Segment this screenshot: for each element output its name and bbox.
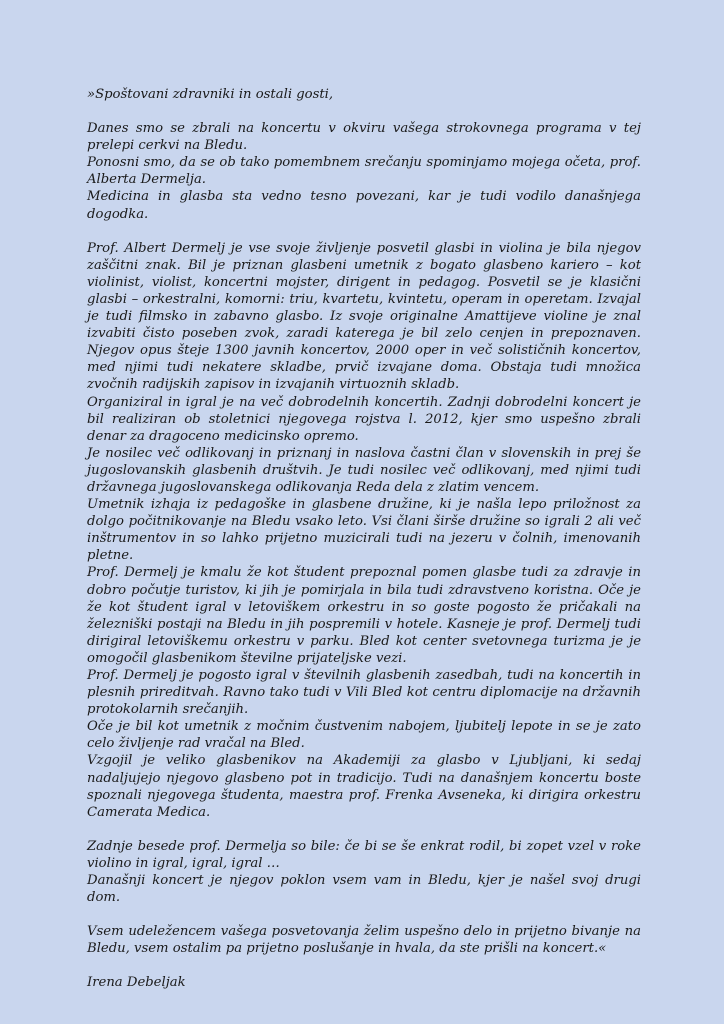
spacer bbox=[87, 821, 641, 838]
body-paragraph: Prof. Dermelj je pogosto igral v številnih glasbenih zasedbah, tudi na koncertih in plesnih prireditvah. Ravno tako tudi v Vili Bled kot centru diplomacije na državnih protokolarnih srečanjih. bbox=[87, 668, 641, 718]
intro-paragraph: Medicina in glasba sta vedno tesno povezani, kar je tudi vodilo današnjega dogodka. bbox=[87, 189, 641, 222]
body-paragraph: Prof. Dermelj je kmalu že kot študent prepoznal pomen glasbe tudi za zdravje in dobro počutje turistov, ki jih je pomirjala in bila tudi zdravstveno koristna. Oče je že kot študent igral v letoviškem orkestru in so goste pogosto že pričakali na železniški postaji na Bledu in jih pospremili v hotele. Kasneje je prof. Dermelj tudi dirigiral letoviškemu orkestru v parku. Bled kot center svetovnega turizma je je omogočil glasbenikom številne prijateljske vezi. bbox=[87, 565, 641, 666]
body-paragraph: Umetnik izhaja iz pedagoške in glasbene družine, ki je našla lepo priložnost za dolgo počitnikovanje na Bledu vsako leto. Vsi člani širše družine so igrali 2 ali več inštrumentov in so lahko prijetno muzicirali tudi na jezeru v čolnih, imenovanih pletne. bbox=[87, 497, 641, 564]
body-paragraph: Vzgojil je veliko glasbenikov na Akademiji za glasbo v Ljubljani, ki sedaj nadaljujejo njegovo glasbeno pot in tradicijo. Tudi na današnjem koncertu boste spoznali njegovega študenta, maestra prof. Frenka Avseneka, ki dirigira orkestru Camerata Medica. bbox=[87, 753, 641, 820]
spacer bbox=[87, 957, 641, 974]
body-paragraph: Prof. Albert Dermelj je vse svoje življenje posvetil glasbi in violina je bila njegov zaščitni znak. Bil je priznan glasbeni umetnik z bogato glasbeno kariero – kot violinist, violist, koncertni mojster, dirigent in pedagog. Posvetil se je klasični glasbi – orkestralni, komorni: triu, kvartetu, kvintetu, operam in operetam. Izvajal je tudi filmsko in zabavno glasbo. Iz svoje originalne Amattijeve violine je znal izvabiti čisto poseben zvok, zaradi katerega je bil zelo cenjen in prepoznaven. Njegov opus šteje 1300 javnih koncertov, 2000 oper in več solističnih koncertov, med njimi tudi nekatere skladbe, prvič izvajane doma. Obstaja tudi množica zvočnih radijskih zapisov in izvajanih virtuoznih skladb. bbox=[87, 240, 641, 393]
greeting: »Spoštovani zdravniki in ostali gosti, bbox=[87, 87, 334, 102]
spacer bbox=[87, 103, 641, 120]
letter-page bbox=[87, 86, 641, 992]
body-paragraph: Organiziral in igral je na več dobrodelnih koncertih. Zadnji dobrodelni koncert je bil realiziran ob stoletnici njegovega rojstva l. 2012, kjer smo uspešno zbrali denar za dragoceno medicinsko opremo. bbox=[87, 394, 641, 444]
intro-paragraph: Ponosni smo, da se ob tako pomembnem srečanju spominjamo mojega očeta, prof. Alberta Dermelja. bbox=[87, 155, 641, 188]
spacer bbox=[87, 223, 641, 240]
closing-paragraph: Zadnje besede prof. Dermelja so bile: če bi se še enkrat rodil, bi zopet vzel v roke violino in igral, igral, igral … bbox=[87, 838, 641, 871]
intro-paragraph: Danes smo se zbrali na koncertu v okviru vašega strokovnega programa v tej prelepi cerkvi na Bledu. bbox=[87, 121, 641, 154]
farewell-paragraph: Vsem udeležencem vašega posvetovanja želim uspešno delo in prijetno bivanje na Bledu, vsem ostalim pa prijetno poslušanje in hvala, da ste prišli na koncert.« bbox=[87, 924, 641, 957]
signature: Irena Debeljak bbox=[87, 975, 186, 991]
spacer bbox=[87, 906, 641, 923]
body-paragraph: Je nosilec več odlikovanj in priznanj in naslova častni član v slovenskih in prej še jugoslovanskih glasbenih društvih. Je tudi nosilec več odlikovanj, med njimi tudi državnega jugoslovanskega odlikovanja Reda dela z zlatim vencem. bbox=[87, 445, 641, 495]
body-paragraph: Oče je bil kot umetnik z močnim čustvenim nabojem, ljubitelj lepote in se je zato celo življenje rad vračal na Bled. bbox=[87, 719, 641, 752]
closing-paragraph: Današnji koncert je njegov poklon vsem vam in Bledu, kjer je našel svoj drugi dom. bbox=[87, 873, 641, 906]
